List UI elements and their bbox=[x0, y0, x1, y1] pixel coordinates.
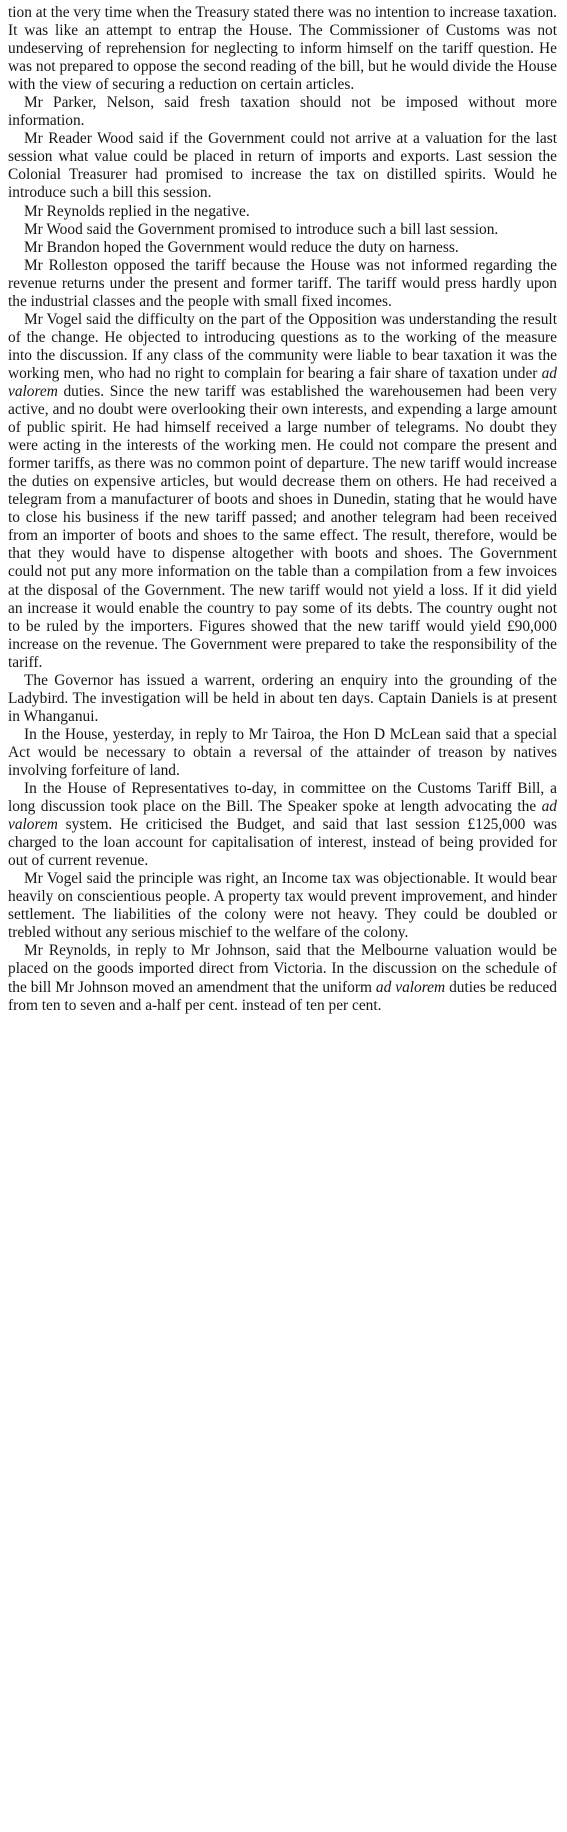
article-paragraph bbox=[8, 203, 557, 221]
article-paragraph bbox=[8, 257, 557, 311]
article-paragraph bbox=[8, 4, 557, 94]
article-paragraph bbox=[8, 870, 557, 942]
article-paragraph bbox=[8, 130, 557, 202]
text-run: Mr Vogel said the difficulty on the part of the Opposition was understanding the result of the change. He objected to introducing questions as to the working of the measure into the discussion. If any class of the community were liable to bear taxation it was the working men, who had no right to complain for bearing a fair share of taxation under bbox=[8, 310, 557, 382]
text-run: Mr Reynolds replied in the negative. bbox=[24, 202, 250, 220]
text-run: tion at the very time when the Treasury stated there was no intention to increase taxation. It was like an attempt to entrap the House. The Commissioner of Customs was not undeserving of reprehension for neglecting to inform himself on the tariff question. He was not prepared to oppose the second reading of the bill, but he would divide the House with the view of securing a reduction on certain articles. bbox=[8, 4, 557, 94]
text-run: Mr Vogel said the principle was right, an Income tax was objectionable. It would bear heavily on conscientious people. A property tax would prevent improvement, and hinder settlement. The liabilities of the colony were not heavy. They could be doubled or trebled without any serious mischief to the welfare of the colony. bbox=[8, 870, 557, 942]
article-paragraph bbox=[8, 780, 557, 870]
text-run: In the House, yesterday, in reply to Mr Tairoa, the Hon D McLean said that a special Act would be necessary to obtain a reversal of the attainder of treason by natives involving forfeiture of land. bbox=[8, 725, 557, 779]
text-run: duties. Since the new tariff was established the warehousemen had been very active, and no doubt were overlooking their own interests, and expending a large amount of public spirit. He had himself received a large number of telegrams. No doubt they were acting in the interests of the working men. He could not compare the present and former tariffs, as there was no common point of departure. The new tariff would increase the duties on expensive articles, but would decrease them on others. He had received a telegram from a manufacturer of boots and shoes in Dunedin, stating that he would have to close his business if the new tariff passed; and another telegram had been received from an importer of boots and shoes to the same effect. The result, therefore, would be that they would have to dispense altogether with boots and shoes. The Government could not put any more information on the table than a compilation from a few invoices at the disposal of the Government. The new tariff would not yield a loss. If it did yield an increase it would enable the country to pay some of its debts. The country ought not to be ruled by the importers. Figures showed that the new tariff would yield £90,000 increase on the revenue. The Government were prepared to take the responsibility of the tariff. bbox=[8, 382, 557, 671]
article-paragraph bbox=[8, 239, 557, 257]
article-paragraph bbox=[8, 311, 557, 672]
article-paragraph bbox=[8, 672, 557, 726]
italic-phrase: ad valorem bbox=[375, 978, 446, 996]
text-run: The Governor has issued a warrent, ordering an enquiry into the grounding of the Ladybird. The investigation will be held in about ten days. Captain Daniels is at present in Whanganui. bbox=[8, 671, 557, 725]
text-run: Mr Parker, Nelson, said fresh taxation should not be imposed without more information. bbox=[8, 94, 557, 130]
text-run: In the House of Representatives to-day, in committee on the Customs Tariff Bill, a long discussion took place on the Bill. The Speaker spoke at length advocating the bbox=[8, 780, 557, 816]
text-run: system. He criticised the Budget, and said that last session £125,000 was charged to the loan account for capitalisation of interest, instead of being provided for out of current revenue. bbox=[8, 816, 557, 870]
article-paragraph bbox=[8, 221, 557, 239]
article-paragraph bbox=[8, 942, 557, 1014]
text-run: Mr Brandon hoped the Government would reduce the duty on harness. bbox=[24, 238, 459, 256]
italic-phrase: ad valorem bbox=[8, 364, 557, 400]
article-paragraph bbox=[8, 94, 557, 130]
text-run: Mr Wood said the Government promised to introduce such a bill last session. bbox=[24, 220, 499, 238]
text-run: Mr Reynolds, in reply to Mr Johnson, said that the Melbourne valuation would be placed on the goods imported direct from Victoria. In the discussion on the schedule of the bill Mr Johnson moved an amendment that the uniform bbox=[8, 942, 557, 996]
text-run: duties be reduced from ten to seven and a-half per cent. instead of ten per cent. bbox=[8, 978, 557, 1014]
text-run: Mr Rolleston opposed the tariff because the House was not informed regarding the revenue returns under the present and former tariff. The tariff would press hardly upon the industrial classes and the people with small fixed incomes. bbox=[8, 256, 557, 310]
article-paragraph bbox=[8, 726, 557, 780]
text-run: Mr Reader Wood said if the Government could not arrive at a valuation for the last session what value could be placed in return of imports and exports. Last session the Colonial Treasurer had promised to increase the tax on distilled spirits. Would he introduce such a bill this session. bbox=[8, 130, 557, 202]
italic-phrase: ad valorem bbox=[8, 798, 557, 834]
